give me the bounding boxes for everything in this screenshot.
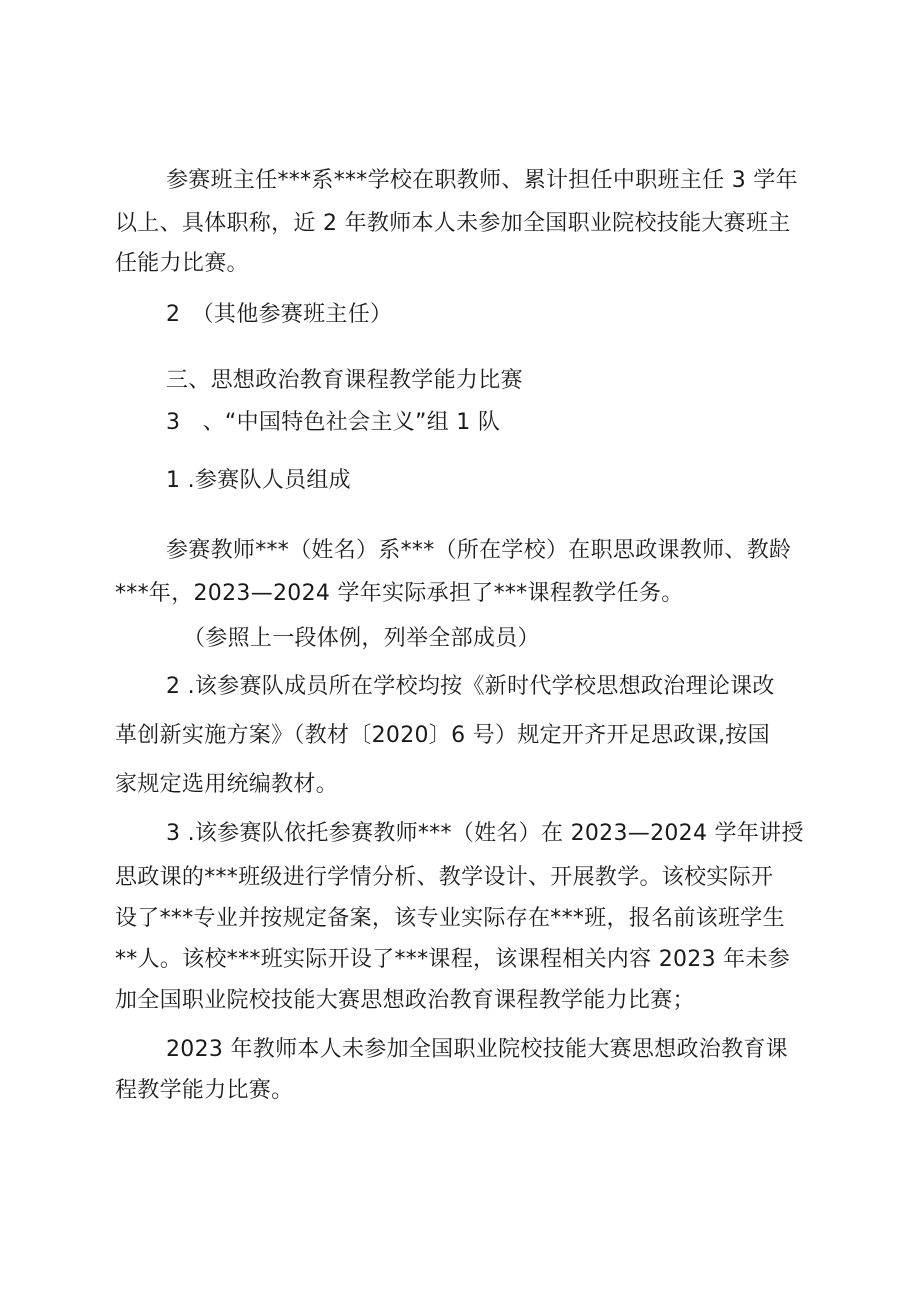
note-line: （参照上一段体例，列举全部成员）	[183, 626, 540, 651]
list-item-other-head-teachers: 2 （其他参赛班主任）	[166, 302, 393, 327]
subsection-heading: 1 .参赛队人员组成	[166, 468, 351, 493]
section-heading: 三、思想政治教育课程教学能力比赛	[166, 368, 523, 393]
paragraph-line: 以上、具体职称，近 2 年教师本人未参加全国职业院校技能大赛班主	[115, 211, 791, 236]
paragraph-line: 程教学能力比赛。	[115, 1078, 294, 1103]
team-heading: 3 、“中国特色社会主义”组 1 队	[166, 410, 501, 435]
paragraph-line: 2 .该参赛队成员所在学校均按《新时代学校思想政治理论课改	[166, 674, 775, 699]
paragraph-line: 参赛教师***（姓名）系***（所在学校）在职思政课教师、教龄	[166, 538, 792, 563]
paragraph-line: 设了***专业并按规定备案，该专业实际存在***班，报名前该班学生	[115, 906, 785, 931]
paragraph-line: 任能力比赛。	[115, 251, 249, 276]
paragraph-line: 参赛班主任***系***学校在职教师、累计担任中职班主任 3 学年	[166, 168, 798, 193]
paragraph-line: ***年，2023—2024 学年实际承担了***课程教学任务。	[115, 581, 684, 606]
paragraph-line: 思政课的***班级进行学情分析、教学设计、开展教学。该校实际开	[115, 865, 774, 890]
paragraph-line: 家规定选用统编教材。	[115, 772, 339, 797]
paragraph-line: 2023 年教师本人未参加全国职业院校技能大赛思想政治教育课	[166, 1037, 788, 1062]
paragraph-line: 革创新实施方案》（教材〔2020〕6 号）规定开齐开足思政课,按国	[115, 723, 770, 748]
paragraph-line: **人。该校***班实际开设了***课程，该课程相关内容 2023 年未参	[115, 947, 791, 972]
paragraph-line: 3 .该参赛队依托参赛教师***（姓名）在 2023—2024 学年讲授	[166, 821, 804, 846]
paragraph-line: 加全国职业院校技能大赛思想政治教育课程教学能力比赛；	[115, 988, 695, 1013]
